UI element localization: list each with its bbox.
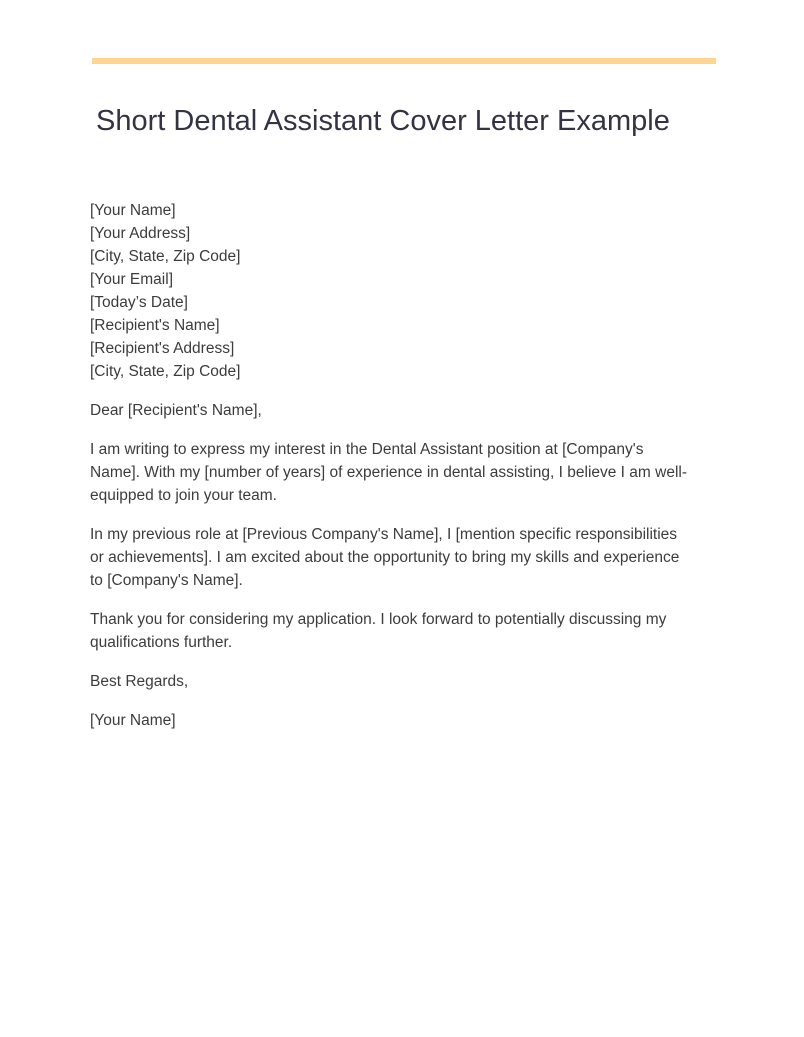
sender-name: [Your Name]: [90, 202, 176, 219]
paragraph-experience: In my previous role at [Previous Company's Name], I [mention specific responsibilities or achievements]. I am excited about the opportunity to bring my skills and experience to [Company's Name].: [90, 526, 680, 589]
letter-body: [90, 199, 690, 732]
closing: Best Regards,: [90, 673, 189, 690]
recipient-address: [Recipient's Address]: [90, 340, 235, 357]
address-block: [90, 199, 690, 383]
salutation: Dear [Recipient's Name],: [90, 402, 262, 419]
sender-address: [Your Address]: [90, 225, 191, 242]
page-title: Short Dental Assistant Cover Letter Example: [96, 105, 670, 137]
paragraph-intro: I am writing to express my interest in the Dental Assistant position at [Company's Name]. With my [number of years] of experience in dental assisting, I believe I am well-equipped to join your team.: [90, 441, 687, 504]
recipient-name: [Recipient's Name]: [90, 317, 220, 334]
sender-email: [Your Email]: [90, 271, 173, 288]
paragraph-thanks: Thank you for considering my application. I look forward to potentially discussing my qualifications further.: [90, 611, 667, 651]
recipient-city-state-zip: [City, State, Zip Code]: [90, 363, 241, 380]
signature: [Your Name]: [90, 712, 176, 729]
sender-city-state-zip: [City, State, Zip Code]: [90, 248, 241, 265]
accent-bar: [92, 58, 716, 64]
letter-date: [Today’s Date]: [90, 294, 188, 311]
